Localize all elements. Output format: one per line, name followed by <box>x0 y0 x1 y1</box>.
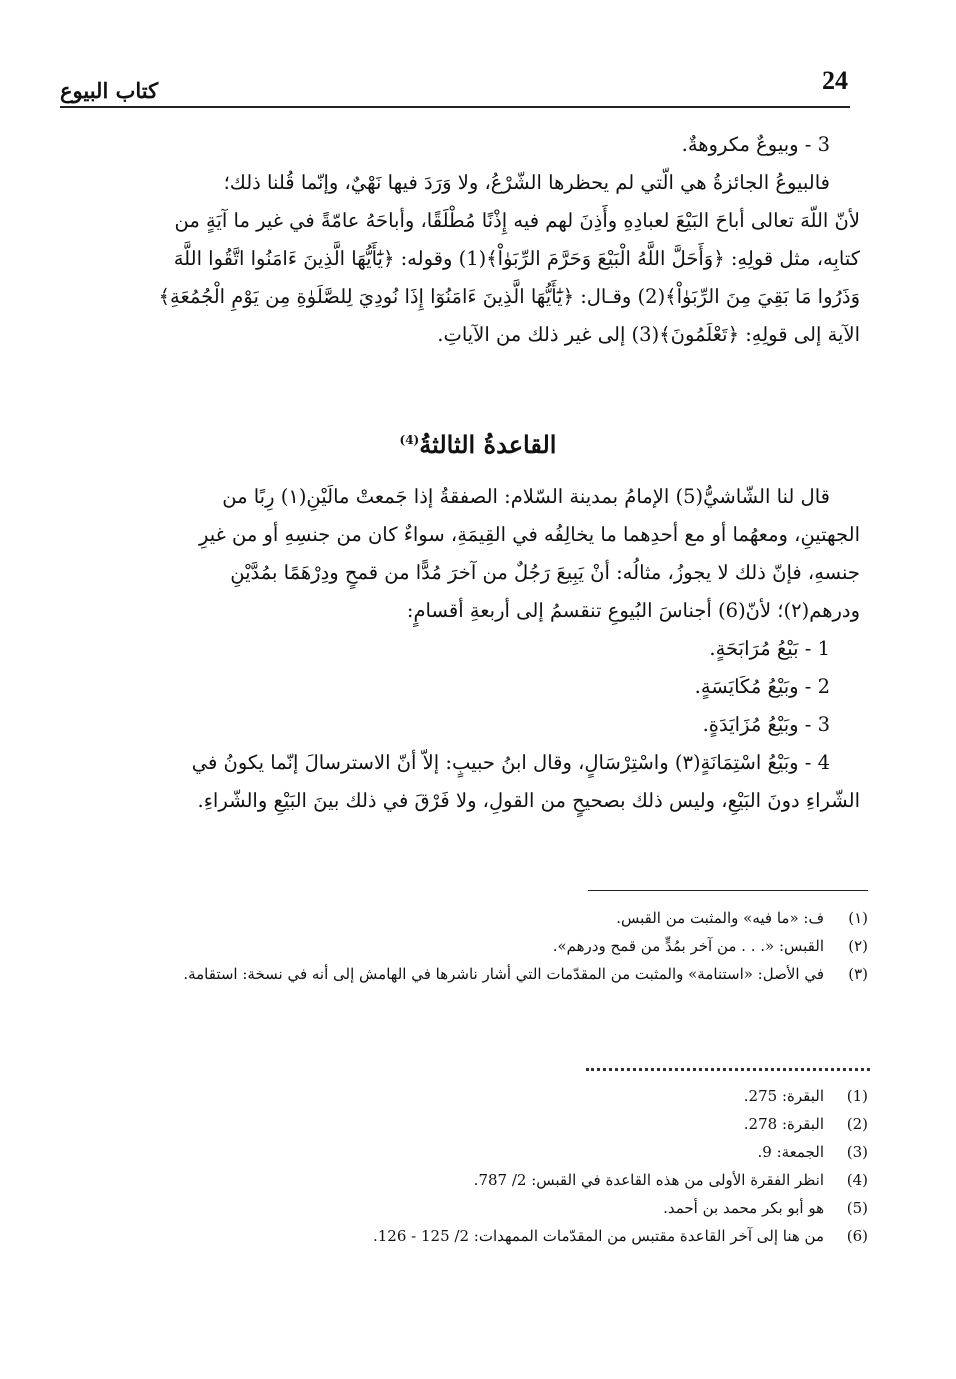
section-heading <box>0 430 956 459</box>
list-item: 3 - وبيوعٌ مكروهةٌ. <box>681 133 830 156</box>
footnote-text: الجمعة: 9. <box>757 1143 824 1161</box>
footnote-number: (5) <box>846 1199 868 1217</box>
paragraph-line: الشّراءِ دونَ البَيْعِ، وليس ذلك بصحيحٍ من القولِ، ولا فَرْقَ في ذلك بينَ البَيْعِ والشّراءِ. <box>197 789 860 812</box>
footnote-text: البقرة: 278. <box>743 1115 824 1133</box>
paragraph-line: وَذَرُوا مَا بَقِيَ مِنَ الرِّبَوٰاْ﴾(2) وقـال: ﴿يَٰٓأَيُّهَا الَّذِينَ ءَامَنُوٓا إِذَا نُودِيَ لِلصَّلَوٰةِ مِن يَوْمِ الْجُمُعَةِ﴾ <box>158 285 860 308</box>
reference-footnotes <box>90 1082 868 1250</box>
footnote-number: (1) <box>846 1087 868 1105</box>
footnote <box>90 932 868 960</box>
footnote-text: القبس: «. . . من آخر بمُدٍّ من قمح ودرهم». <box>552 937 824 955</box>
footnote <box>90 1082 868 1110</box>
dotted-separator <box>586 1068 870 1071</box>
paragraph-line: الآية إلى قولِهِ: ﴿تَعْلَمُونَ﴾(3) إلى غير ذلك من الآياتِ. <box>437 323 860 346</box>
footnote <box>90 1194 868 1222</box>
section-one-text <box>72 126 860 354</box>
manuscript-footnotes <box>90 904 868 988</box>
footnote <box>90 1110 868 1138</box>
paragraph-line: كتابِه، مثل قولِهِ: ﴿وَأَحَلَّ اللَّهُ الْبَيْعَ وَحَرَّمَ الرِّبَوٰاْ﴾(1) وقوله: ﴿يَٰٓأَيُّهَا الَّذِينَ ءَامَنُوا اتَّقُوا اللَّهَ <box>173 247 860 270</box>
paragraph-line: فالبيوعُ الجائزةُ هي الّتي لم يحظرها الشّرْعُ، ولا وَرَدَ فيها نَهْيٌ، وإنّما قُلنا ذلك؛ <box>223 171 830 194</box>
footnote <box>90 1166 868 1194</box>
footnote-text: البقرة: 275. <box>743 1087 824 1105</box>
section-two-text <box>72 478 860 820</box>
heading-footnote-ref: (4) <box>399 433 420 447</box>
list-item: 1 - بَيْعُ مُرَابَحَةٍ. <box>709 637 830 660</box>
page-number: 24 <box>822 66 848 95</box>
paragraph-line: الجهتينِ، ومعهُما أو مع أحدِهما ما يخالِفُه في القِيمَةِ، سواءٌ كان من جنسِهِ أو من غيرِ <box>198 523 860 546</box>
footnote-separator <box>588 890 868 891</box>
paragraph-line: جنسهِ، فإنّ ذلك لا يجوزُ، مثالُه: أنْ يَبِيعَ رَجُلٌ من آخرَ مُدًّا من قمحٍ ودِرْهَمًا بمُدَّيْنِ <box>230 561 860 584</box>
paragraph-line: 4 - وبَيْعُ اسْتِمَانَةٍ(٣) واسْتِرْسَالٍ، وقال ابنُ حبيبٍ: إلاّ أنّ الاسترسالَ إنّما يكونُ في <box>191 751 830 774</box>
footnote-number: (٢) <box>848 937 868 955</box>
paragraph-line: ودرهم(٢)؛ لأنّ(6) أجناسَ البُيوعِ تنقسمُ إلى أربعةِ أقسامٍ: <box>406 599 860 622</box>
paragraph-line: قال لنا الشّاشيُّ(5) الإمامُ بمدينة السّلام: الصفقةُ إذا جَمعتْ مالَيْنِ(١) رِبًا من <box>222 485 830 508</box>
footnote <box>90 1222 868 1250</box>
footnote-number: (١) <box>848 909 868 927</box>
footnote-text: في الأصل: «استنامة» والمثبت من المقدّمات التي أشار ناشرها في الهامش إلى أنه في نسخة: استقامة. <box>183 965 824 983</box>
footnote <box>90 960 868 988</box>
footnote-number: (2) <box>846 1115 868 1133</box>
list-item: 2 - وبَيْعُ مُكَايَسَةٍ. <box>694 675 830 698</box>
page-header <box>60 62 850 108</box>
footnote <box>90 904 868 932</box>
footnote-text: انظر الفقرة الأولى من هذه القاعدة في القبس: 2/ 787. <box>473 1171 824 1189</box>
paragraph-line: لأنّ اللّهَ تعالى أباحَ البَيْعَ لعبادِهِ وأَذِنَ لهم فيه إِذْنًا مُطْلَقًا، وأباحَهُ عامّةً في غير ما آيَةٍ من <box>174 209 860 232</box>
footnote-number: (4) <box>846 1171 868 1189</box>
heading-text: القاعدةُ الثالثةُ <box>419 430 557 459</box>
running-title: كتاب البيوع <box>60 78 159 103</box>
footnote-number: (3) <box>846 1143 868 1161</box>
list-item: 3 - وبَيْعُ مُزَايَدَةٍ. <box>702 713 830 736</box>
footnote <box>90 1138 868 1166</box>
footnote-number: (٣) <box>848 965 868 983</box>
footnote-text: هو أبو بكر محمد بن أحمد. <box>663 1199 824 1217</box>
footnote-number: (6) <box>846 1227 868 1245</box>
footnote-text: ف: «ما فيه» والمثبت من القبس. <box>616 909 824 927</box>
footnote-text: من هنا إلى آخر القاعدة مقتبس من المقدّمات الممهدات: 2/ 125 - 126. <box>372 1227 824 1245</box>
